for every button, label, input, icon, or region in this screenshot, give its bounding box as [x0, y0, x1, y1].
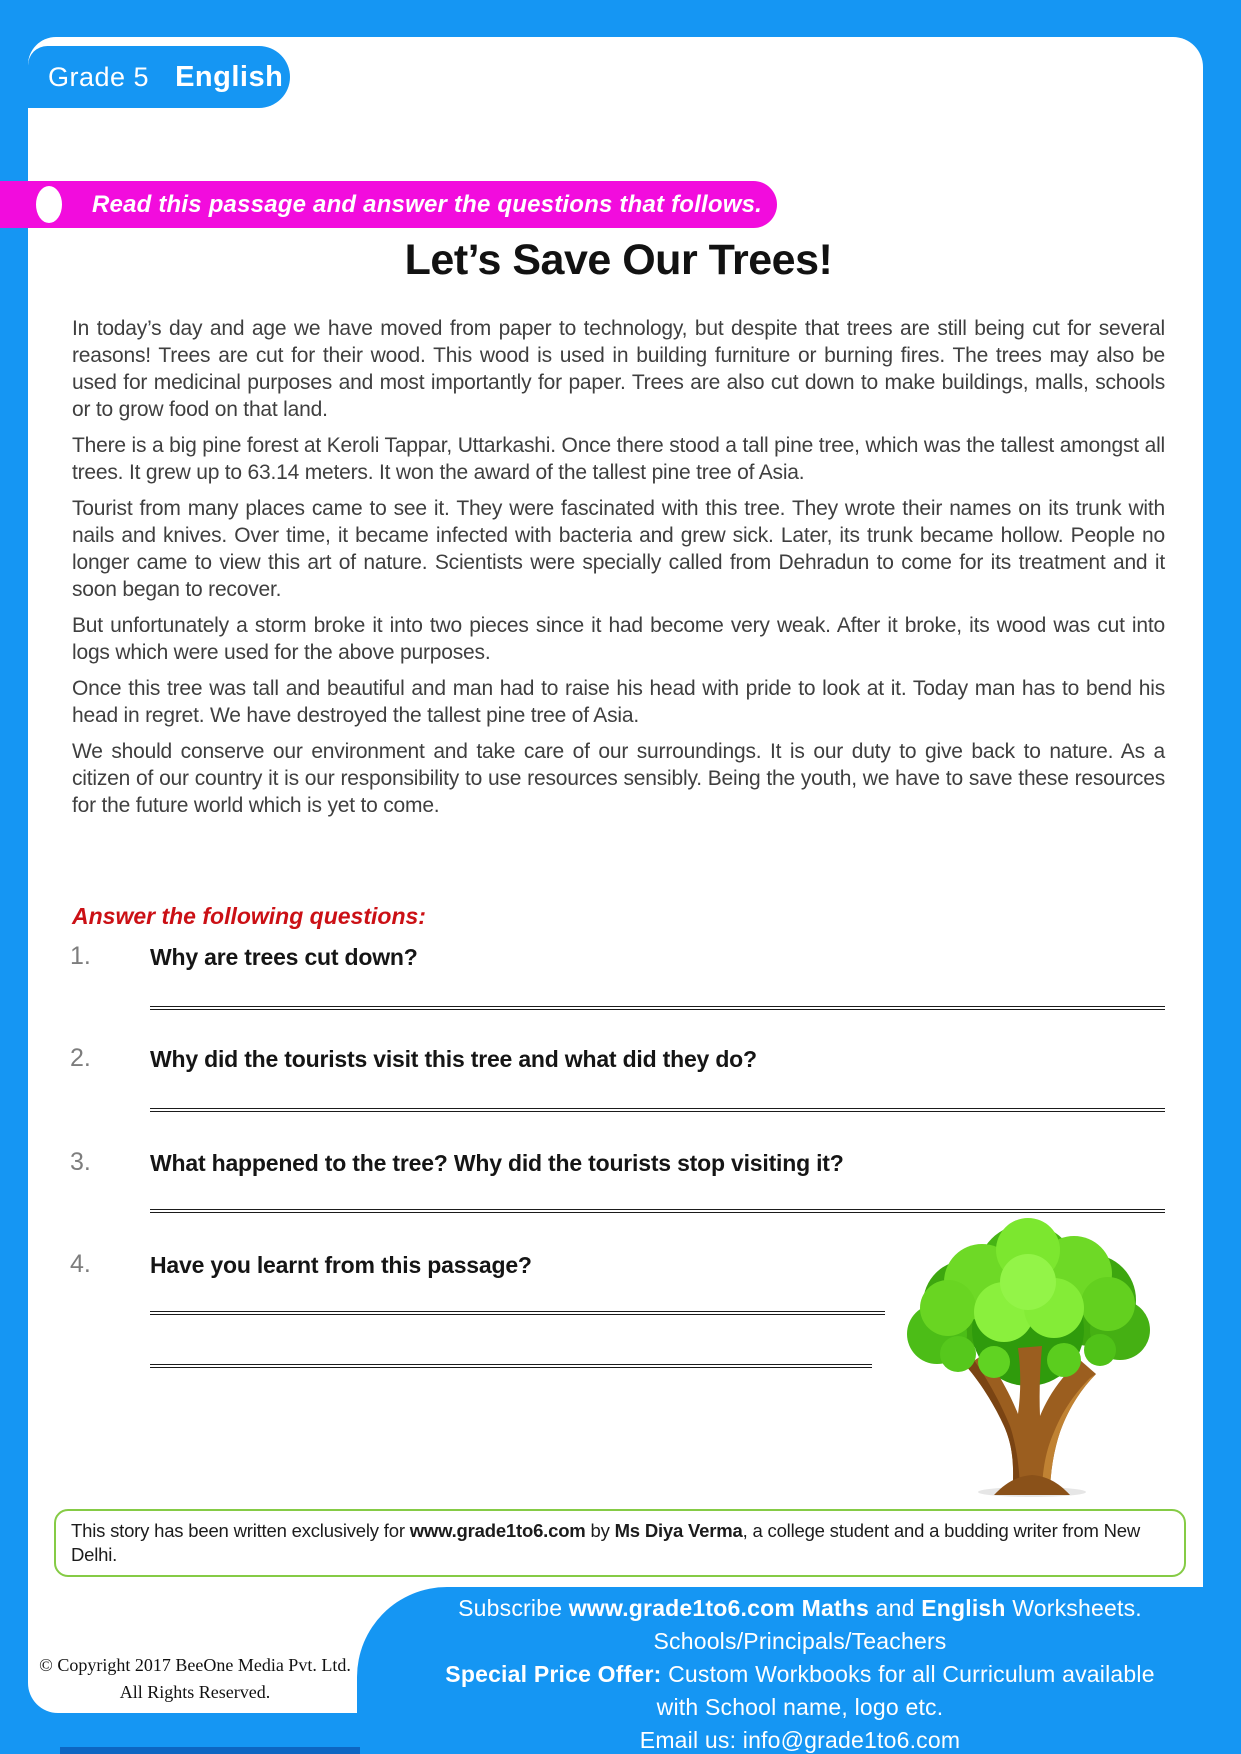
answer-line-4b[interactable]	[150, 1364, 872, 1368]
footer-subscribe-prefix: Subscribe	[458, 1595, 569, 1621]
footer-subscribe-mid: and	[869, 1595, 922, 1621]
passage-paragraph-4: But unfortunately a storm broke it into two pieces since it had become very weak. After it broke, its wood was cut into logs which were used for the above purposes.	[72, 614, 1165, 664]
note-site-bold: www.grade1to6.com	[409, 1520, 586, 1541]
grade-subject-badge	[28, 46, 290, 108]
footer-offer-line	[390, 1658, 1210, 1691]
questions-heading: Answer the following questions:	[72, 903, 426, 929]
passage-paragraph-2: There is a big pine forest at Keroli Tappar, Uttarkashi. Once there stood a tall pine tree, which was the tallest amongst all trees. It grew up to 63.14 meters. It won the award of the tallest pine tree of Asia.	[72, 434, 1165, 484]
question-1-text: Why are trees cut down?	[150, 944, 418, 970]
passage-body	[72, 315, 1165, 828]
footer-site-bold: www.grade1to6.com Maths	[568, 1595, 870, 1621]
footer-subscribe-line	[390, 1592, 1210, 1625]
question-1-number: 1.	[70, 942, 91, 970]
copyright-notice	[30, 1652, 360, 1706]
question-3-number: 3.	[70, 1148, 91, 1176]
note-text-2: by	[585, 1520, 615, 1541]
instruction-banner	[0, 181, 777, 228]
passage-paragraph-3: Tourist from many places came to see it. They were fascinated with this tree. They wrote their names on its trunk with nails and knives. Over time, it became infected with bacteria and grew sick. Later, its trunk became hollow. People no longer came to view this art of nature. Scientists were specially called from Dehradun to come for its treatment and it soon began to recover.	[72, 497, 1165, 601]
question-2-number: 2.	[70, 1044, 91, 1072]
note-text: This story has been written exclusively for	[71, 1520, 410, 1541]
question-2-text: Why did the tourists visit this tree and what did they do?	[150, 1046, 757, 1072]
copyright-line-1: © Copyright 2017 BeeOne Media Pvt. Ltd.	[39, 1655, 351, 1675]
footer-text	[390, 1592, 1210, 1754]
answer-line-2[interactable]	[150, 1108, 1165, 1112]
note-author-bold: Ms Diya Verma	[614, 1520, 743, 1541]
copyright-line-2: All Rights Reserved.	[119, 1682, 271, 1702]
banner-bullet-ellipse	[36, 186, 62, 223]
passage-paragraph-1: In today’s day and age we have moved from paper to technology, but despite that trees are still being cut for several reasons! Trees are cut for their wood. This wood is used in building furniture or burning fires. The trees may also be used for medicinal purposes and most importantly for paper. Trees are also cut down to make buildings, malls, schools or to grow food on that land.	[72, 317, 1165, 421]
page-edge-strip	[60, 1747, 360, 1754]
footer-offer-rest: Custom Workbooks for all Curriculum available	[661, 1661, 1155, 1687]
question-4-number: 4.	[70, 1250, 91, 1278]
footer-offer-bold: Special Price Offer:	[445, 1661, 662, 1687]
question-4-text: Have you learnt from this passage?	[150, 1252, 532, 1278]
answer-line-4a[interactable]	[150, 1311, 885, 1315]
footer-email-line: Email us: info@grade1to6.com	[639, 1727, 961, 1753]
passage-paragraph-5: Once this tree was tall and beautiful and man had to raise his head with pride to look at it. Today man has to bend his head in regret. We have destroyed the tallest pine tree of Asia.	[72, 677, 1165, 727]
grade-label: Grade 5	[48, 61, 150, 92]
instruction-text: Read this passage and answer the questions that follows.	[92, 191, 763, 218]
answer-line-1[interactable]	[150, 1006, 1165, 1010]
footer-english-bold: English	[921, 1595, 1006, 1621]
tree-illustration	[882, 1212, 1172, 1497]
passage-paragraph-6: We should conserve our environment and take care of our surroundings. It is our duty to give back to nature. As a citizen of our country it is our responsibility to use resources sensibly. Being the youth, we have to save these resources for the future world which is yet to come.	[72, 740, 1165, 817]
question-3-text: What happened to the tree? Why did the tourists stop visiting it?	[150, 1150, 844, 1176]
attribution-note	[54, 1509, 1186, 1577]
passage-title: Let’s Save Our Trees!	[404, 236, 833, 284]
footer-subscribe-suffix: Worksheets.	[1005, 1595, 1142, 1621]
footer-audience-line: Schools/Principals/Teachers	[653, 1628, 947, 1654]
note-text-3: , a college student and a budding writer from New Delhi.	[71, 1520, 1141, 1565]
footer-customization-line: with School name, logo etc.	[656, 1694, 944, 1720]
subject-label: English	[175, 60, 284, 93]
